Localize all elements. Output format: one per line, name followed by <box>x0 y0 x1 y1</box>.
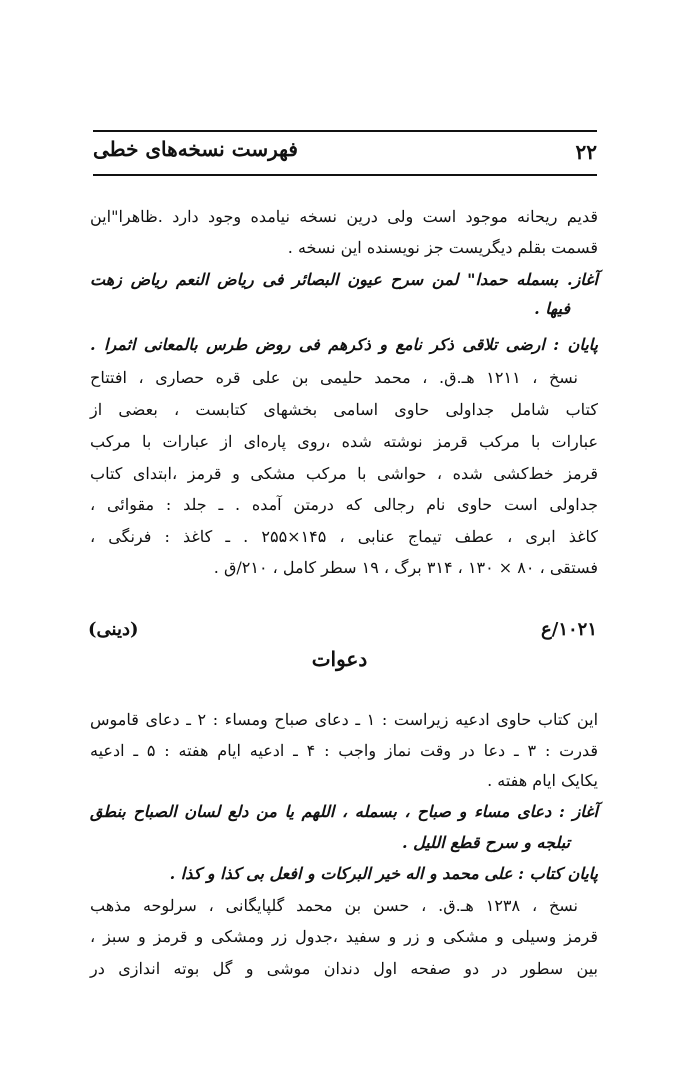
entry2-description-line: قرمز وسیلی و مشکی و زر و سفید ،جدول زر ومشکی و قرمز و سبز ، <box>90 927 598 946</box>
entry2-description-line: نسخ ، ۱۲۳۸ هـ.ق. ، حسن بن محمد گلپایگانی ، سرلوحه مذهب <box>90 896 579 915</box>
entry1-explicit: پایان : ارضی تلاقی ذکر نامع و ذکرهم فی روض طرس بالمعانی اثمرا . <box>90 335 599 354</box>
entry1-description-line: فستقی ، ۸۰ × ۱۳۰ ، ۳۱۴ برگ ، ۱۹ سطر کامل ، ۲۱۰/ق . <box>213 558 598 577</box>
entry2-title: دعوات <box>311 647 368 671</box>
entry2-explicit: پایان کتاب : علی محمد و اله خیر البرکات و افعل بی کذا و کذا . <box>169 864 598 883</box>
entry1-incipit-cont: فیها . <box>534 299 570 318</box>
entry1-line: قدیم ریحانه موجود است ولی درین نسخه نیامده وجود دارد .ظاهرا"این <box>90 207 598 226</box>
entry1-description-line: کاغذ ابری ، عطف تیماج عنابی ، ۱۴۵×۲۵۵ . ـ کاغذ : فرنگی ، <box>90 527 599 546</box>
entry1-description-line: کتاب شامل جداولی حاوی اسامی بخشهای کتابست ، بعضی از <box>90 400 598 419</box>
entry1-incipit: آغاز. بسمله حمدا" لمن سرح عیون البصائر فی ریاض النعم ریاض زهت <box>90 270 598 289</box>
entry2-incipit: آغاز : دعای مساء و صباح ، بسمله ، اللهم یا من دلع لسان الصباح بنطق <box>90 802 598 821</box>
header-top-rule <box>93 130 597 132</box>
running-header-title: فهرست نسخه‌های خطی <box>93 137 298 161</box>
entry2-description-line: بین سطور در دو صفحه اول دندان موشی و گل بوته اندازی در <box>90 959 598 978</box>
entry1-description-line: جداولی است حاوی نام رجالی که درمتن آمده . ـ جلد : مقوائی ، <box>90 495 598 514</box>
header-bottom-rule <box>93 174 597 176</box>
entry1-description-line: قرمز خط‌کشی شده ، حواشی با مرکب مشکی و قرمز ،ابتدای کتاب <box>90 464 598 483</box>
entry2-incipit-cont: تبلجه و سرح قطع اللیل . <box>401 833 570 852</box>
entry1-line: قسمت بقلم دیگریست جز نویسنده این نسخه . <box>287 238 598 257</box>
entry2-line: قدرت : ۳ ـ دعا در وقت نماز واجب : ۴ ـ ادعیه ایام هفته : ۵ ـ ادعیه <box>90 741 598 760</box>
entry2-code: ۱۰۲۱/ع <box>541 619 597 640</box>
page-number: ۲۲ <box>575 140 597 164</box>
entry1-description-line: عبارات با مرکب قرمز نوشته شده ،روی پاره‌ای از عبارات با مرکب <box>90 432 598 451</box>
entry1-description-line: نسخ ، ۱۲۱۱ هـ.ق. ، محمد حلیمی بن علی قره حصاری ، افتتاح <box>90 368 579 387</box>
entry2-subject: (دینی) <box>88 619 139 640</box>
entry2-line: این کتاب حاوی ادعیه زیراست : ۱ ـ دعای صباح ومساء : ۲ ـ دعای قاموس <box>90 710 599 729</box>
entry2-line: یکایک ایام هفته . <box>487 771 598 790</box>
